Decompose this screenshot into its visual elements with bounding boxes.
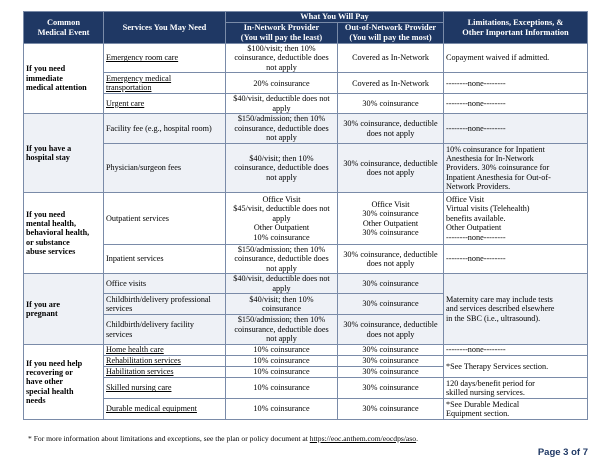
event-immediate-attention: If you need immediate medical attention (24, 44, 104, 114)
out-network-cost: 30% coinsurance (338, 94, 444, 114)
footnote-end: . (416, 434, 418, 443)
out-network-cost: Office Visit 30% coinsurance Other Outpatient 30% coinsurance (338, 193, 444, 245)
in-network-cost: 20% coinsurance (226, 73, 338, 94)
in-network-cost: 10% coinsurance (226, 367, 338, 378)
event-mental-health: If you need mental health, behavioral health, or substance abuse services (24, 193, 104, 274)
out-network-cost: 30% coinsurance (338, 356, 444, 367)
in-network-cost: $100/visit; then 10% coinsurance, deductible does not apply (226, 44, 338, 73)
service-name: Childbirth/delivery facility services (104, 315, 226, 345)
limitations-text: --------none-------- (444, 114, 588, 144)
out-network-cost: 30% coinsurance (338, 378, 444, 399)
limitations-text: --------none-------- (444, 345, 588, 356)
out-network-cost: 30% coinsurance, deductible does not apply (338, 315, 444, 345)
header-limitations: Limitations, Exceptions, & Other Important Information (444, 12, 588, 44)
header-what-you-will-pay: What You Will Pay (226, 12, 444, 23)
service-name: Inpatient services (104, 245, 226, 274)
service-name: Skilled nursing care (104, 378, 226, 399)
event-pregnant: If you are pregnant (24, 274, 104, 345)
service-name: Emergency room care (104, 44, 226, 73)
out-network-cost: 30% coinsurance (338, 367, 444, 378)
out-network-cost: 30% coinsurance, deductible does not apply (338, 144, 444, 193)
policy-document-link[interactable]: https://eoc.anthem.com/eocdps/aso (309, 434, 417, 443)
header-common-medical-event: Common Medical Event (24, 12, 104, 44)
service-name: Facility fee (e.g., hospital room) (104, 114, 226, 144)
table-row (24, 274, 588, 294)
service-name: Durable medical equipment (104, 399, 226, 420)
out-network-cost: Covered as In-Network (338, 44, 444, 73)
table-row (24, 378, 588, 399)
limitations-text: --------none-------- (444, 73, 588, 94)
limitations-text: Maternity care may include tests and services described elsewhere in the SBC (i.e., ultrasound). (444, 274, 588, 345)
out-network-cost: 30% coinsurance (338, 345, 444, 356)
table-row (24, 114, 588, 144)
limitations-text: 10% coinsurance for Inpatient Anesthesia for In-Network Providers. 30% coinsurance for Inpatient Anesthesia for Out-of- Network Providers. (444, 144, 588, 193)
in-network-cost: $40/visit; then 10% coinsurance, deductible does not apply (226, 144, 338, 193)
limitations-text: --------none-------- (444, 94, 588, 114)
in-network-cost: $150/admission; then 10% coinsurance, deductible does not apply (226, 245, 338, 274)
out-network-cost: 30% coinsurance, deductible does not apply (338, 245, 444, 274)
out-network-cost: 30% coinsurance (338, 274, 444, 294)
in-network-cost: $40/visit; then 10% coinsurance (226, 294, 338, 315)
service-name: Childbirth/delivery professional services (104, 294, 226, 315)
service-name: Home health care (104, 345, 226, 356)
in-network-cost: 10% coinsurance (226, 399, 338, 420)
out-network-cost: 30% coinsurance, deductible does not apply (338, 114, 444, 144)
in-network-cost: $40/visit, deductible does not apply (226, 94, 338, 114)
benefits-table (23, 11, 588, 420)
table-row (24, 193, 588, 245)
limitations-text: Copayment waived if admitted. (444, 44, 588, 73)
table-row (24, 399, 588, 420)
table-row (24, 94, 588, 114)
out-network-cost: 30% coinsurance (338, 399, 444, 420)
in-network-cost: $150/admission; then 10% coinsurance, deductible does not apply (226, 315, 338, 345)
table-row (24, 44, 588, 73)
limitations-text: *See Therapy Services section. (444, 356, 588, 378)
service-name: Rehabilitation services (104, 356, 226, 367)
service-name: Outpatient services (104, 193, 226, 245)
event-hospital-stay: If you have a hospital stay (24, 114, 104, 193)
table-row (24, 345, 588, 356)
limitations-text: --------none-------- (444, 245, 588, 274)
header-out-of-network: Out-of-Network Provider (You will pay the most) (338, 23, 444, 44)
table-row (24, 73, 588, 94)
limitations-text: *See Durable Medical Equipment section. (444, 399, 588, 420)
out-network-cost: 30% coinsurance (338, 294, 444, 315)
service-name: Urgent care (104, 94, 226, 114)
table-row (24, 245, 588, 274)
header-in-network: In-Network Provider (You will pay the least) (226, 23, 338, 44)
footnote (28, 434, 418, 443)
service-name: Physician/surgeon fees (104, 144, 226, 193)
in-network-cost: Office Visit $45/visit, deductible does not apply Other Outpatient 10% coinsurance (226, 193, 338, 245)
footnote-text: * For more information about limitations and exceptions, see the plan or policy document at (28, 434, 308, 443)
service-name: Office visits (104, 274, 226, 294)
page-number: Page 3 of 7 (537, 447, 588, 458)
in-network-cost: 10% coinsurance (226, 356, 338, 367)
table-row (24, 356, 588, 367)
service-name: Habilitation services (104, 367, 226, 378)
in-network-cost: 10% coinsurance (226, 378, 338, 399)
service-name: Emergency medical transportation (104, 73, 226, 94)
in-network-cost: $40/visit, deductible does not apply (226, 274, 338, 294)
out-network-cost: Covered as In-Network (338, 73, 444, 94)
limitations-text: 120 days/benefit period for skilled nursing services. (444, 378, 588, 399)
event-special-needs: If you need help recovering or have other special health needs (24, 345, 104, 420)
table-row (24, 144, 588, 193)
header-services: Services You May Need (104, 12, 226, 44)
in-network-cost: 10% coinsurance (226, 345, 338, 356)
in-network-cost: $150/admission; then 10% coinsurance, deductible does not apply (226, 114, 338, 144)
limitations-text: Office Visit Virtual visits (Telehealth) benefits available. Other Outpatient --------none-------- (444, 193, 588, 245)
